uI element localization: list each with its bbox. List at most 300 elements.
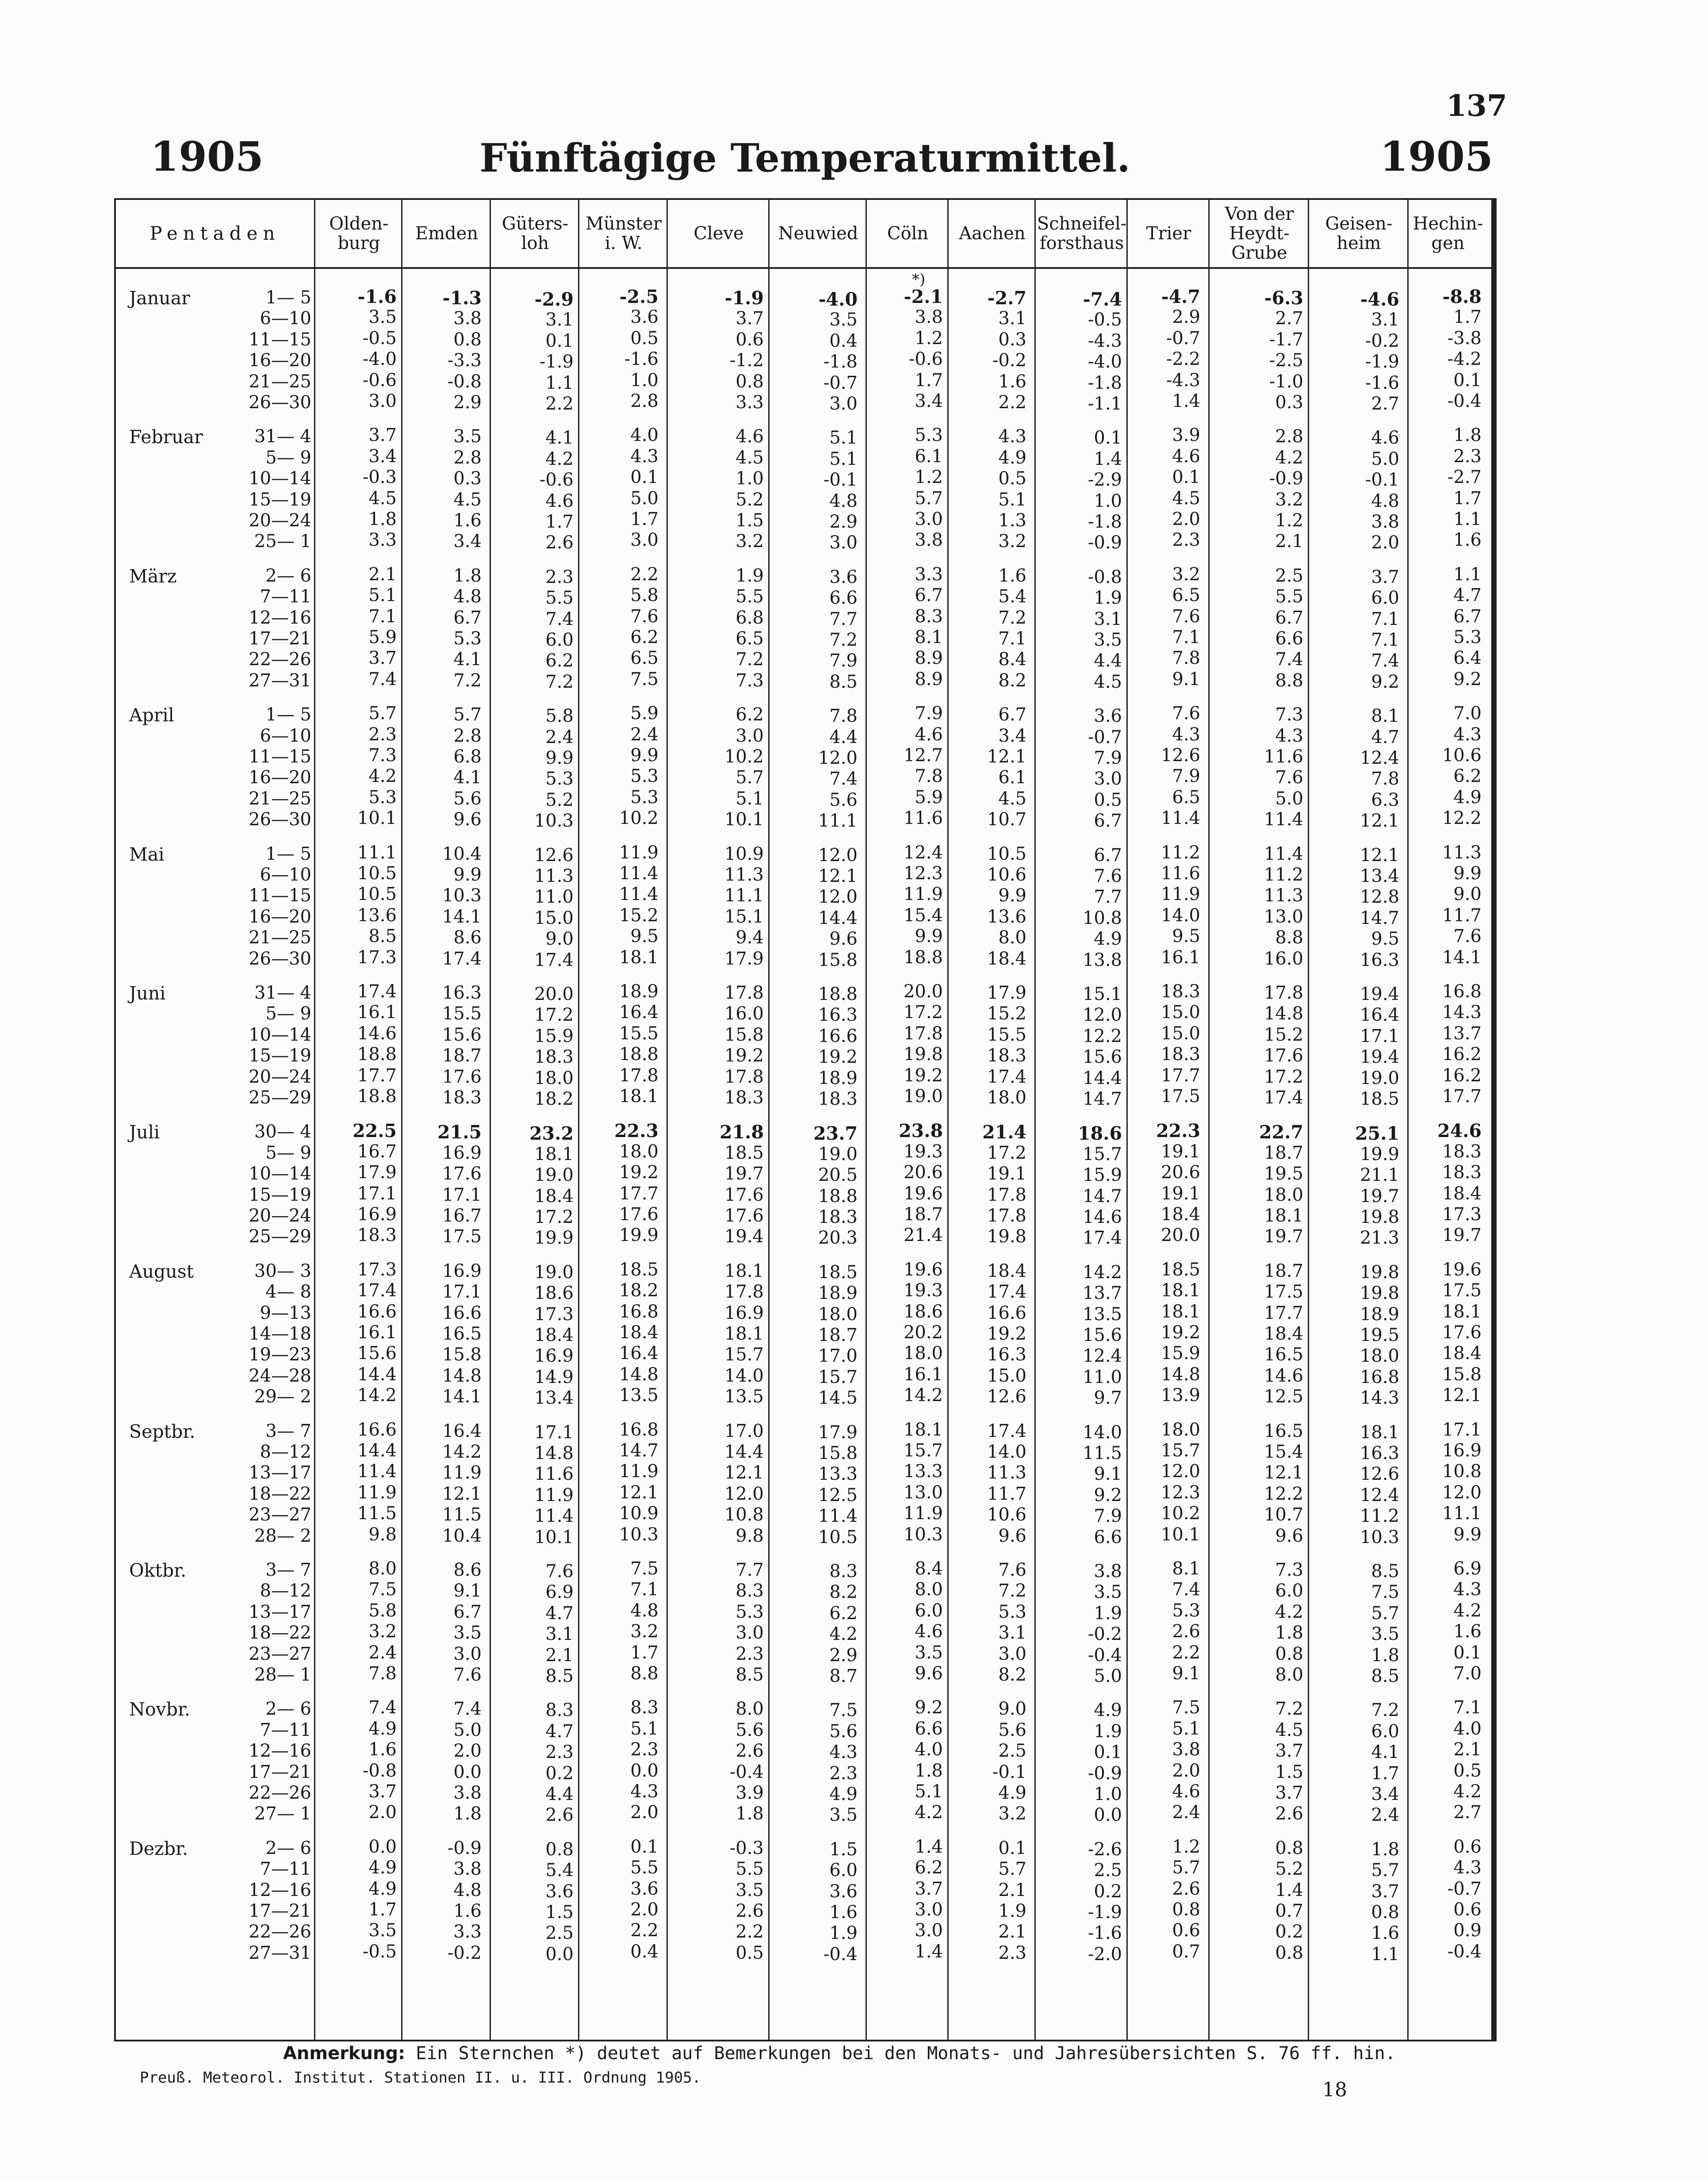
temperature-cell: 3.1 (1371, 310, 1399, 330)
pentad-range: 28— 2 (254, 1525, 311, 1546)
temperature-cell: 16.2 (1442, 1065, 1482, 1086)
temperature-cell: 17.8 (724, 1066, 764, 1087)
temperature-cell: 19.1 (1160, 1183, 1200, 1204)
temperature-cell: 6.5 (1172, 585, 1200, 606)
pentad-range: 6—10 (260, 308, 311, 329)
temperature-cell: 17.1 (1360, 1026, 1399, 1046)
temperature-cell: 17.4 (357, 981, 397, 1002)
month-label: April (129, 705, 174, 726)
temperature-cell: -1.8 (823, 352, 858, 372)
temperature-cell: 1.6 (1453, 530, 1482, 551)
temperature-cell: -0.5 (362, 1941, 397, 1962)
temperature-cell: 14.6 (357, 1023, 397, 1044)
temperature-cell: 7.6 (453, 1665, 482, 1685)
temperature-cell: -0.6 (539, 470, 574, 490)
temperature-cell: 19.9 (1360, 1144, 1399, 1164)
temperature-cell: 9.9 (998, 885, 1026, 906)
temperature-cell: 0.0 (453, 1762, 482, 1782)
temperature-cell: 10.1 (1160, 1524, 1200, 1545)
temperature-cell: 15.4 (1264, 1442, 1303, 1462)
temperature-cell: 15.6 (357, 1343, 397, 1364)
temperature-cell: 1.8 (453, 1804, 482, 1824)
temperature-cell: 5.7 (368, 703, 397, 724)
temperature-cell: 3.7 (368, 648, 397, 669)
temperature-cell: -1.1 (1088, 394, 1122, 414)
temperature-cell: 2.0 (1371, 532, 1399, 553)
temperature-cell: 7.6 (1453, 926, 1482, 947)
temperature-cell: 18.3 (987, 1045, 1026, 1066)
footnote-label: Anmerkung: (283, 2043, 406, 2064)
temperature-cell: 1.9 (998, 1901, 1026, 1921)
header-station (1126, 200, 1210, 267)
temperature-cell: 1.4 (1172, 391, 1200, 411)
temperature-cell: 3.0 (630, 530, 659, 551)
temperature-cell: 9.9 (545, 748, 574, 768)
temperature-cell: 17.8 (619, 1065, 659, 1086)
temperature-cell: 15.9 (534, 1026, 574, 1046)
temperature-cell: 17.3 (357, 1259, 397, 1280)
temperature-cell: 1.3 (998, 510, 1026, 531)
temperature-cell: 19.7 (1360, 1186, 1399, 1206)
temperature-cell: 0.1 (630, 1836, 659, 1857)
temperature-cell: 10.8 (1442, 1461, 1482, 1482)
temperature-cell: 12.7 (903, 745, 943, 766)
temperature-cell: 17.6 (724, 1184, 764, 1205)
temperature-cell: 17.4 (442, 948, 482, 969)
temperature-cell: -1.9 (724, 287, 764, 309)
temperature-cell: 4.1 (453, 767, 482, 788)
temperature-cell: 4.9 (368, 1857, 397, 1878)
temperature-cell: 15.6 (1082, 1325, 1122, 1345)
temperature-cell: 12.4 (1360, 748, 1399, 768)
header-station (314, 200, 402, 267)
temperature-cell: 2.8 (453, 447, 482, 468)
temperature-cell: 6.2 (630, 627, 659, 647)
temperature-cell: 15.0 (987, 1365, 1026, 1386)
temperature-cell: 7.4 (829, 769, 858, 789)
temperature-cell: 21.4 (982, 1122, 1026, 1143)
temperature-cell: 14.8 (1264, 1003, 1303, 1024)
temperature-cell: -0.4 (1088, 1645, 1122, 1666)
temperature-cell: 19.7 (1264, 1226, 1303, 1247)
temperature-cell: 16.7 (357, 1141, 397, 1162)
temperature-cell: -0.2 (1365, 330, 1399, 351)
temperature-cell: 6.7 (1094, 845, 1122, 865)
pentad-range: 4— 8 (265, 1282, 311, 1302)
temperature-cell: 5.2 (545, 789, 574, 810)
temperature-cell: 10.9 (724, 843, 764, 864)
temperature-cell: 17.7 (1160, 1065, 1200, 1086)
temperature-cell: 15.7 (1160, 1440, 1200, 1461)
temperature-cell: 0.1 (1172, 467, 1200, 488)
temperature-cell: -0.6 (908, 349, 943, 370)
temperature-cell: -0.3 (729, 1838, 764, 1858)
temperature-cell: 10.8 (1082, 908, 1122, 928)
temperature-cell: 18.1 (619, 1086, 659, 1107)
temperature-cell: 6.6 (829, 588, 858, 609)
temperature-cell: 18.4 (1442, 1343, 1482, 1364)
temperature-cell: 14.2 (442, 1442, 482, 1462)
temperature-cell: 18.6 (903, 1301, 943, 1322)
temperature-cell: 4.1 (545, 428, 574, 448)
temperature-cell: 4.2 (368, 766, 397, 787)
temperature-cell: 4.6 (1371, 428, 1399, 448)
temperature-cell: 9.1 (1094, 1464, 1122, 1485)
temperature-cell: 9.9 (630, 745, 659, 766)
temperature-cell: -0.4 (1447, 391, 1482, 411)
temperature-cell: 7.9 (915, 703, 943, 724)
temperature-cell: 2.0 (453, 1741, 482, 1762)
temperature-cell: 3.0 (735, 725, 764, 746)
temperature-cell: -0.9 (1269, 468, 1303, 489)
temperature-cell: 12.1 (1264, 1463, 1303, 1483)
temperature-cell: 11.4 (818, 1506, 858, 1527)
temperature-cell: 2.2 (735, 1922, 764, 1942)
temperature-cell: 11.6 (1160, 863, 1200, 884)
temperature-cell: 9.2 (1371, 671, 1399, 692)
temperature-cell: 18.5 (619, 1259, 659, 1280)
temperature-cell: 17.5 (442, 1226, 482, 1247)
page-number: 137 (1446, 88, 1507, 123)
temperature-cell: 3.6 (829, 567, 858, 587)
header-station (1208, 200, 1309, 267)
temperature-cell: 16.1 (903, 1364, 943, 1385)
temperature-cell: 12.8 (1360, 887, 1399, 908)
temperature-cell: 7.4 (1371, 651, 1399, 671)
temperature-cell: 2.6 (735, 1901, 764, 1921)
temperature-cell: 17.4 (987, 1066, 1026, 1087)
temperature-cell: 8.3 (735, 1581, 764, 1601)
temperature-cell: 0.1 (1094, 428, 1122, 448)
month-label: August (129, 1260, 194, 1282)
temperature-cell: 11.2 (1264, 865, 1303, 885)
header-station (490, 200, 579, 267)
temperature-cell: 12.0 (1160, 1461, 1200, 1482)
temperature-cell: 17.5 (1264, 1282, 1303, 1302)
temperature-cell: 16.6 (357, 1419, 397, 1440)
temperature-cell: 14.2 (903, 1385, 943, 1406)
temperature-cell: 5.1 (829, 448, 858, 469)
temperature-cell: 3.0 (368, 391, 397, 411)
temperature-cell: 3.6 (545, 1881, 574, 1902)
pentad-range: 6—10 (260, 865, 311, 885)
temperature-cell: 0.2 (545, 1763, 574, 1784)
header-station-label: Neuwied (778, 223, 858, 244)
temperature-cell: 16.5 (1264, 1344, 1303, 1365)
temperature-cell: 0.5 (630, 328, 659, 348)
pentad-range: 27—31 (249, 1942, 311, 1963)
temperature-cell: 20.3 (818, 1228, 858, 1248)
temperature-cell: 18.7 (1264, 1260, 1303, 1281)
column-rule (490, 267, 491, 2040)
month-label: Mai (129, 843, 165, 865)
temperature-cell: 22.5 (352, 1120, 397, 1142)
temperature-cell: 16.6 (987, 1302, 1026, 1323)
temperature-cell: 11.9 (357, 1482, 397, 1503)
temperature-cell: -0.5 (362, 328, 397, 348)
temperature-cell: 4.6 (915, 724, 943, 745)
temperature-cell: 3.0 (915, 1899, 943, 1920)
pentad-range: 21—25 (249, 788, 311, 809)
temperature-cell: -0.7 (823, 372, 858, 393)
temperature-cell: 1.6 (453, 510, 482, 531)
temperature-cell: 9.6 (998, 1525, 1026, 1546)
temperature-cell: 4.7 (1453, 585, 1482, 606)
temperature-cell: 11.4 (1160, 808, 1200, 829)
temperature-cell: 7.7 (1094, 887, 1122, 908)
temperature-cell: 19.0 (903, 1086, 943, 1107)
temperature-cell: 16.3 (442, 983, 482, 1003)
temperature-cell: 8.0 (1275, 1665, 1303, 1685)
temperature-cell: 5.2 (735, 489, 764, 510)
pentad-range: 12—16 (249, 1741, 311, 1762)
temperature-cell: 0.7 (1172, 1941, 1200, 1962)
temperature-cell: 4.0 (1453, 1718, 1482, 1739)
temperature-cell: 3.2 (1275, 489, 1303, 510)
temperature-cell: 6.7 (453, 1601, 482, 1622)
temperature-cell: 3.0 (453, 1643, 482, 1664)
temperature-cell: 18.0 (818, 1304, 858, 1325)
temperature-cell: 14.7 (1082, 1089, 1122, 1109)
temperature-cell: 15.2 (1264, 1024, 1303, 1045)
temperature-cell: 1.7 (1371, 1763, 1399, 1784)
temperature-cell: 17.6 (724, 1206, 764, 1226)
header-station-label: Münster i. W. (586, 214, 662, 253)
temperature-cell: 9.7 (1094, 1388, 1122, 1409)
temperature-cell: 11.7 (987, 1483, 1026, 1504)
temperature-cell: 14.7 (1082, 1186, 1122, 1206)
temperature-cell: 6.3 (1371, 789, 1399, 810)
temperature-cell: 16.8 (1442, 981, 1482, 1002)
temperature-cell: 3.0 (1094, 769, 1122, 789)
temperature-cell: 19.8 (987, 1226, 1026, 1247)
pentad-range: 10—14 (249, 1024, 311, 1045)
header-pentaden: Pentaden (149, 222, 280, 244)
temperature-cell: -0.2 (1088, 1624, 1122, 1645)
temperature-cell: 11.3 (1442, 842, 1482, 863)
temperature-cell: 3.8 (1172, 1739, 1200, 1760)
temperature-cell: 10.4 (442, 843, 482, 864)
temperature-cell: 11.9 (442, 1463, 482, 1483)
temperature-cell: -2.7 (987, 287, 1026, 309)
temperature-cell: -0.4 (823, 1944, 858, 1965)
temperature-cell: 18.8 (818, 984, 858, 1004)
pentad-range: 15—19 (249, 489, 311, 510)
temperature-cell: 10.7 (1264, 1505, 1303, 1525)
header-station-label: Trier (1146, 223, 1191, 244)
temperature-cell: -2.6 (1088, 1839, 1122, 1860)
pentad-range: 29— 2 (254, 1386, 311, 1407)
temperature-cell: 18.6 (1078, 1123, 1122, 1145)
temperature-cell: 18.1 (1360, 1422, 1399, 1443)
footnote (283, 2043, 1396, 2064)
pentad-range: 2— 6 (265, 1838, 311, 1858)
temperature-cell: 12.1 (1360, 845, 1399, 865)
temperature-cell: 13.5 (724, 1386, 764, 1407)
temperature-cell: 3.2 (998, 1804, 1026, 1824)
temperature-cell: 4.6 (915, 1621, 943, 1642)
temperature-cell: -1.8 (1088, 372, 1122, 393)
temperature-cell: 1.2 (915, 467, 943, 488)
temperature-cell: 12.2 (1264, 1483, 1303, 1504)
temperature-cell: -6.3 (1264, 287, 1303, 309)
temperature-cell: 4.2 (1275, 447, 1303, 468)
temperature-cell: 17.2 (903, 1002, 943, 1023)
temperature-cell: 16.9 (534, 1346, 574, 1367)
temperature-cell: -0.7 (1166, 328, 1200, 348)
temperature-cell: 14.5 (818, 1388, 858, 1409)
temperature-cell: 13.0 (1264, 906, 1303, 927)
temperature-cell: 5.3 (998, 1601, 1026, 1622)
temperature-cell: 19.5 (1360, 1325, 1399, 1345)
temperature-cell: 8.8 (1275, 670, 1303, 691)
column-rule (768, 267, 770, 2040)
temperature-cell: -0.8 (362, 1760, 397, 1781)
temperature-cell: 5.6 (453, 788, 482, 809)
temperature-cell: 24.6 (1437, 1120, 1482, 1142)
temperature-cell: 7.2 (998, 607, 1026, 628)
temperature-cell: 18.0 (534, 1068, 574, 1088)
temperature-cell: 0.8 (1275, 1838, 1303, 1858)
temperature-cell: 8.4 (998, 649, 1026, 670)
temperature-cell: 18.1 (903, 1419, 943, 1440)
temperature-cell: 4.4 (1094, 651, 1122, 671)
temperature-cell: -1.7 (1269, 329, 1303, 350)
temperature-cell: 14.1 (442, 906, 482, 927)
temperature-cell: 16.9 (442, 1142, 482, 1163)
temperature-cell: -0.9 (1088, 532, 1122, 553)
temperature-cell: 4.3 (1275, 725, 1303, 746)
temperature-cell: 18.7 (442, 1045, 482, 1066)
temperature-cell: 19.2 (724, 1045, 764, 1066)
temperature-cell: 9.9 (915, 926, 943, 947)
pentad-range: 18—22 (249, 1623, 311, 1643)
temperature-cell: 3.3 (453, 1922, 482, 1942)
pentad-range: 20—24 (249, 1206, 311, 1226)
temperature-cell: 2.1 (545, 1645, 574, 1666)
pentad-range: 5— 9 (265, 1142, 311, 1163)
temperature-cell: 14.7 (619, 1440, 659, 1461)
temperature-cell: 2.1 (998, 1880, 1026, 1900)
temperature-cell: 18.1 (1442, 1301, 1482, 1322)
temperature-cell: 20.6 (903, 1162, 943, 1183)
temperature-cell: 6.0 (1371, 1721, 1399, 1742)
temperature-cell: 1.8 (453, 565, 482, 586)
temperature-cell: 6.1 (915, 446, 943, 467)
temperature-cell: 3.6 (1094, 706, 1122, 727)
temperature-cell: 17.0 (818, 1346, 858, 1367)
temperature-cell: 12.3 (1160, 1482, 1200, 1503)
temperature-cell: 3.3 (915, 564, 943, 585)
temperature-cell: 8.5 (1371, 1561, 1399, 1582)
temperature-cell: 5.1 (998, 489, 1026, 510)
temperature-cell: 23.7 (813, 1123, 858, 1145)
temperature-cell: 2.2 (1172, 1642, 1200, 1663)
temperature-cell: 10.6 (987, 1505, 1026, 1525)
temperature-cell: 2.8 (1275, 426, 1303, 447)
temperature-cell: 14.0 (724, 1365, 764, 1386)
temperature-cell: 10.2 (724, 747, 764, 767)
temperature-cell: 12.6 (534, 845, 574, 865)
pentad-range: 8—12 (260, 1442, 311, 1462)
temperature-cell: 9.1 (1172, 669, 1200, 689)
temperature-cell: 4.2 (545, 448, 574, 469)
month-label: Dezbr. (129, 1838, 188, 1859)
temperature-cell: 18.0 (619, 1141, 659, 1162)
temperature-cell: -4.3 (1166, 370, 1200, 391)
temperature-cell: -0.6 (362, 370, 397, 391)
header-station (947, 200, 1036, 267)
temperature-cell: 2.4 (368, 1642, 397, 1663)
temperature-cell: 18.1 (724, 1324, 764, 1344)
temperature-cell: 5.6 (735, 1719, 764, 1740)
temperature-cell: 3.1 (545, 310, 574, 330)
temperature-cell: 1.1 (1371, 1944, 1399, 1965)
pentad-range: 11—15 (249, 885, 311, 906)
temperature-cell: 3.6 (630, 307, 659, 328)
temperature-cell: 0.8 (1275, 1942, 1303, 1963)
temperature-cell: 19.5 (1264, 1164, 1303, 1184)
temperature-cell: 2.5 (1094, 1860, 1122, 1881)
temperature-cell: 3.5 (453, 426, 482, 447)
temperature-cell: 5.8 (545, 706, 574, 727)
temperature-cell: 7.1 (1371, 630, 1399, 650)
temperature-cell: 3.7 (1371, 567, 1399, 587)
temperature-cell: 5.8 (368, 1600, 397, 1621)
temperature-cell: 5.4 (545, 1860, 574, 1881)
temperature-cell: 8.2 (998, 670, 1026, 691)
temperature-cell: 7.7 (735, 1560, 764, 1580)
header-station-label: Olden- burg (329, 214, 389, 253)
temperature-cell: -2.5 (619, 286, 659, 307)
pentad-range: 25—29 (249, 1088, 311, 1108)
temperature-cell: 7.6 (630, 606, 659, 627)
temperature-cell: 7.4 (453, 1699, 482, 1719)
temperature-cell: 14.2 (1082, 1262, 1122, 1283)
temperature-cell: -2.5 (1269, 350, 1303, 371)
temperature-cell: 11.4 (619, 884, 659, 905)
temperature-cell: 4.3 (630, 446, 659, 467)
temperature-cell: 12.1 (724, 1463, 764, 1483)
temperature-cell: 16.9 (357, 1204, 397, 1225)
temperature-cell: 4.6 (1172, 1781, 1200, 1802)
temperature-cell: 17.2 (534, 1207, 574, 1227)
temperature-cell: 6.2 (735, 705, 764, 725)
temperature-cell: 13.0 (903, 1482, 943, 1503)
temperature-cell: 6.5 (630, 648, 659, 669)
temperature-cell: 11.9 (619, 1461, 659, 1482)
pentad-range: 24—28 (249, 1365, 311, 1386)
temperature-cell: 11.4 (1264, 809, 1303, 830)
temperature-cell: 16.4 (619, 1343, 659, 1364)
temperature-cell: 7.4 (545, 609, 574, 629)
temperature-cell: 5.1 (1172, 1718, 1200, 1739)
temperature-cell: 17.3 (357, 947, 397, 968)
temperature-cell: 8.1 (1172, 1559, 1200, 1579)
temperature-cell: 3.7 (368, 1781, 397, 1802)
temperature-cell: 7.5 (1371, 1582, 1399, 1603)
temperature-cell: 3.6 (829, 1881, 858, 1902)
temperature-cell: -0.5 (1088, 310, 1122, 330)
temperature-cell: 4.8 (453, 586, 482, 607)
temperature-cell: 8.6 (453, 1560, 482, 1580)
temperature-cell: 1.5 (735, 510, 764, 531)
temperature-cell: 16.8 (619, 1301, 659, 1322)
temperature-cell: 4.0 (915, 1739, 943, 1760)
temperature-cell: 3.0 (735, 1623, 764, 1643)
temperature-cell: 7.2 (453, 670, 482, 691)
temperature-cell: 8.8 (630, 1663, 659, 1684)
